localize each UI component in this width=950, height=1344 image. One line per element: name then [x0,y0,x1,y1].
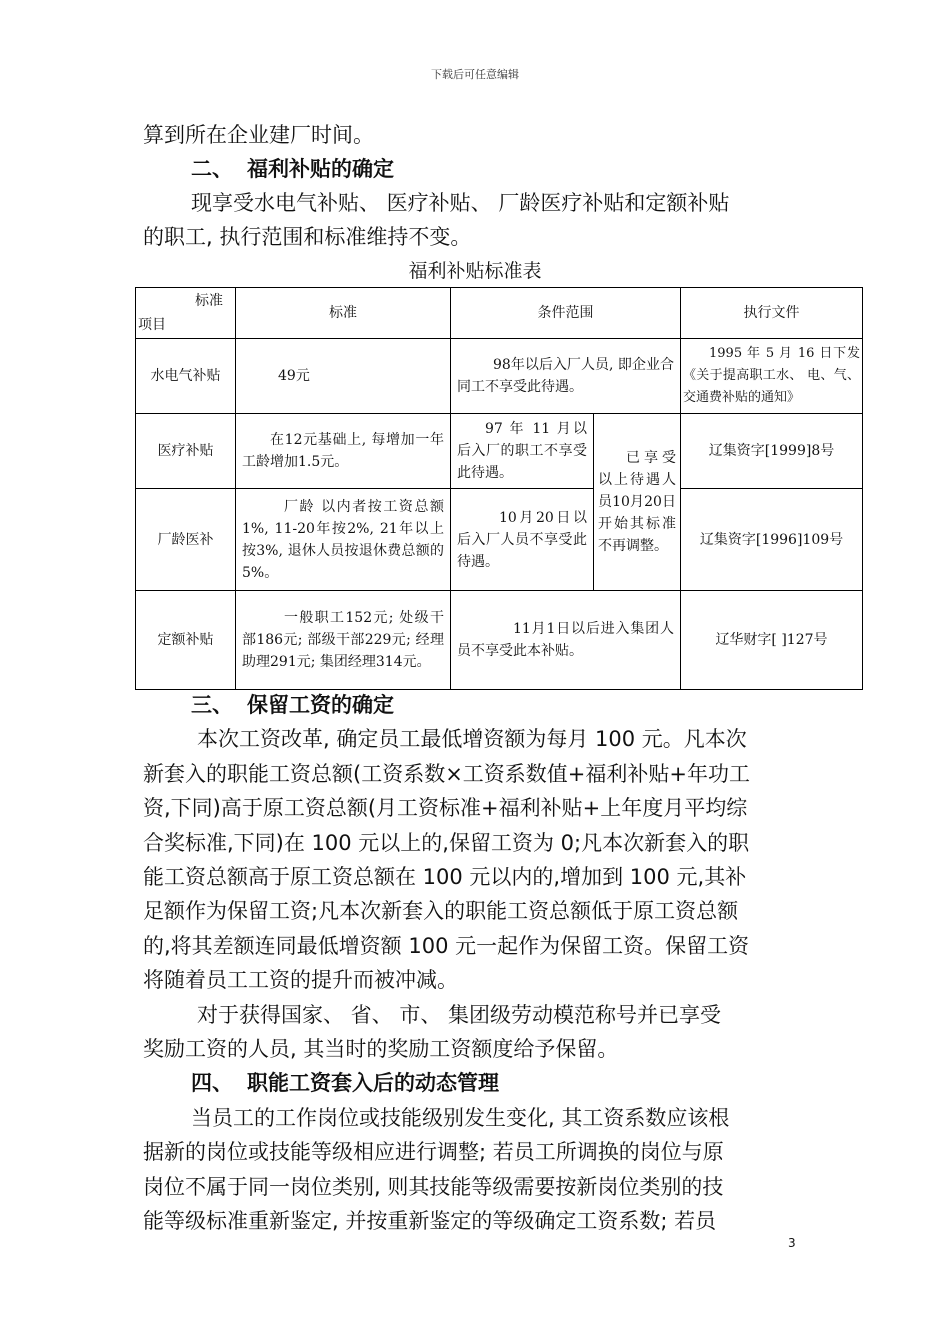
paragraph-line: 的,将其差额连同最低增资额 100 元一起作为保留工资。保留工资 [143,933,750,958]
row-standard: 49元 [236,339,451,414]
table-header-row [136,288,863,339]
row-doc: 辽集资字[1999]8号 [681,414,863,489]
table-row [136,591,863,690]
main-content [143,688,807,1239]
paragraph-line: 能工资总额高于原工资总额在 100 元以内的,增加到 100 元,其补 [143,865,747,890]
row-scope: 98年以后入厂人员, 即企业合同工不享受此待遇。 [451,339,681,414]
paragraph-line: 岗位不属于同一岗位类别, 则其技能等级需要按新岗位类别的技 [143,1174,724,1199]
paragraph-line: 本次工资改革, 确定员工最低增资额为每月 100 元。凡本次 [197,727,747,752]
heading-text: 保留工资的确定 [247,693,394,717]
diag-bottom-label: 项目 [138,317,166,333]
paragraph-model-worker [143,998,807,1067]
row-doc: 1995 年 5 月 16 日下发《关于提高职工水、 电、气、 交通费补贴的通知》 [681,339,863,414]
row-doc: 辽集资字[1996]109号 [681,489,863,591]
intro-block [143,118,807,254]
paragraph-line: 的职工, 执行范围和标准维持不变。 [143,225,472,249]
row-item: 医疗补贴 [136,414,236,489]
welfare-table [135,287,863,690]
heading-text: 福利补贴的确定 [247,157,394,181]
diagonal-header-cell [136,288,236,339]
paragraph-line: 据新的岗位或技能等级相应进行调整; 若员工所调换的岗位与原 [143,1140,724,1165]
paragraph-line: 资,下同)高于原工资总额(月工资标准+福利补贴+上年度月平均综 [143,796,748,821]
page-number: 3 [788,1236,796,1250]
paragraph-dynamic-management [143,1101,807,1239]
diag-top-label: 标准 [195,293,223,309]
page-header: 下载后可任意编辑 [431,68,519,81]
intro-line: 算到所在企业建厂时间。 [143,123,374,147]
paragraph-line: 当员工的工作岗位或技能级别发生变化, 其工资系数应该根 [191,1105,730,1130]
table-title: 福利补贴标准表 [408,260,542,282]
paragraph-line: 能等级标准重新鉴定, 并按重新鉴定的等级确定工资系数; 若员 [143,1209,717,1234]
row-standard: 厂龄 以内者按工资总额1%, 11-20年按2%, 21年以上按3%, 退休人员按退休费总额的5%。 [236,489,451,591]
row-item: 定额补贴 [136,591,236,690]
row-scope: 10月20日以后入厂人员不享受此待遇。 [451,489,594,591]
header-doc: 执行文件 [681,288,863,339]
heading-number: 三、 [191,693,233,717]
section-heading-4 [143,1066,807,1100]
row-scope: 11月1日以后进入集团人员不享受此本补贴。 [451,591,681,690]
row-item: 水电气补贴 [136,339,236,414]
table-row [136,339,863,414]
paragraph-line: 对于获得国家、 省、 市、 集团级劳动模范称号并已享受 [197,1002,722,1027]
row-scope: 97 年 11 月以后入厂的职工不享受此待遇。 [451,414,594,489]
paragraph-line: 足额作为保留工资;凡本次新套入的职能工资总额低于原工资总额 [143,899,739,924]
row-standard: 在12元基础上, 每增加一年工龄增加1.5元。 [236,414,451,489]
table-row [136,414,863,489]
row-doc: 辽华财字[ ]127号 [681,591,863,690]
heading-text: 职能工资套入后的动态管理 [247,1071,499,1096]
heading-number: 二、 [191,157,233,181]
row-scope-shared: 已享受以上待遇人员10月20日开始其标准不再调整。 [594,414,681,591]
paragraph-line: 合奖标准,下同)在 100 元以上的,保留工资为 0;凡本次新套入的职 [143,830,750,855]
paragraph-line: 现享受水电气补贴、 医疗补贴、 厂龄医疗补贴和定额补贴 [191,191,730,215]
section-heading-2 [143,152,807,186]
section-heading-3 [143,688,807,722]
row-item: 厂龄医补 [136,489,236,591]
header-standard: 标准 [236,288,451,339]
row-standard: 一般职工152元; 处级干部186元; 部级干部229元; 经理助理291元; 集团经理314元。 [236,591,451,690]
paragraph-line: 新套入的职能工资总额(工资系数×工资系数值+福利补贴+年功工 [143,761,750,786]
paragraph-line: 将随着员工工资的提升而被冲减。 [143,968,458,993]
paragraph-retained-wage [143,722,807,997]
header-scope: 条件范围 [451,288,681,339]
paragraph-line: 奖励工资的人员, 其当时的奖励工资额度给予保留。 [143,1037,619,1062]
heading-number: 四、 [191,1071,233,1096]
table-row [136,489,863,591]
